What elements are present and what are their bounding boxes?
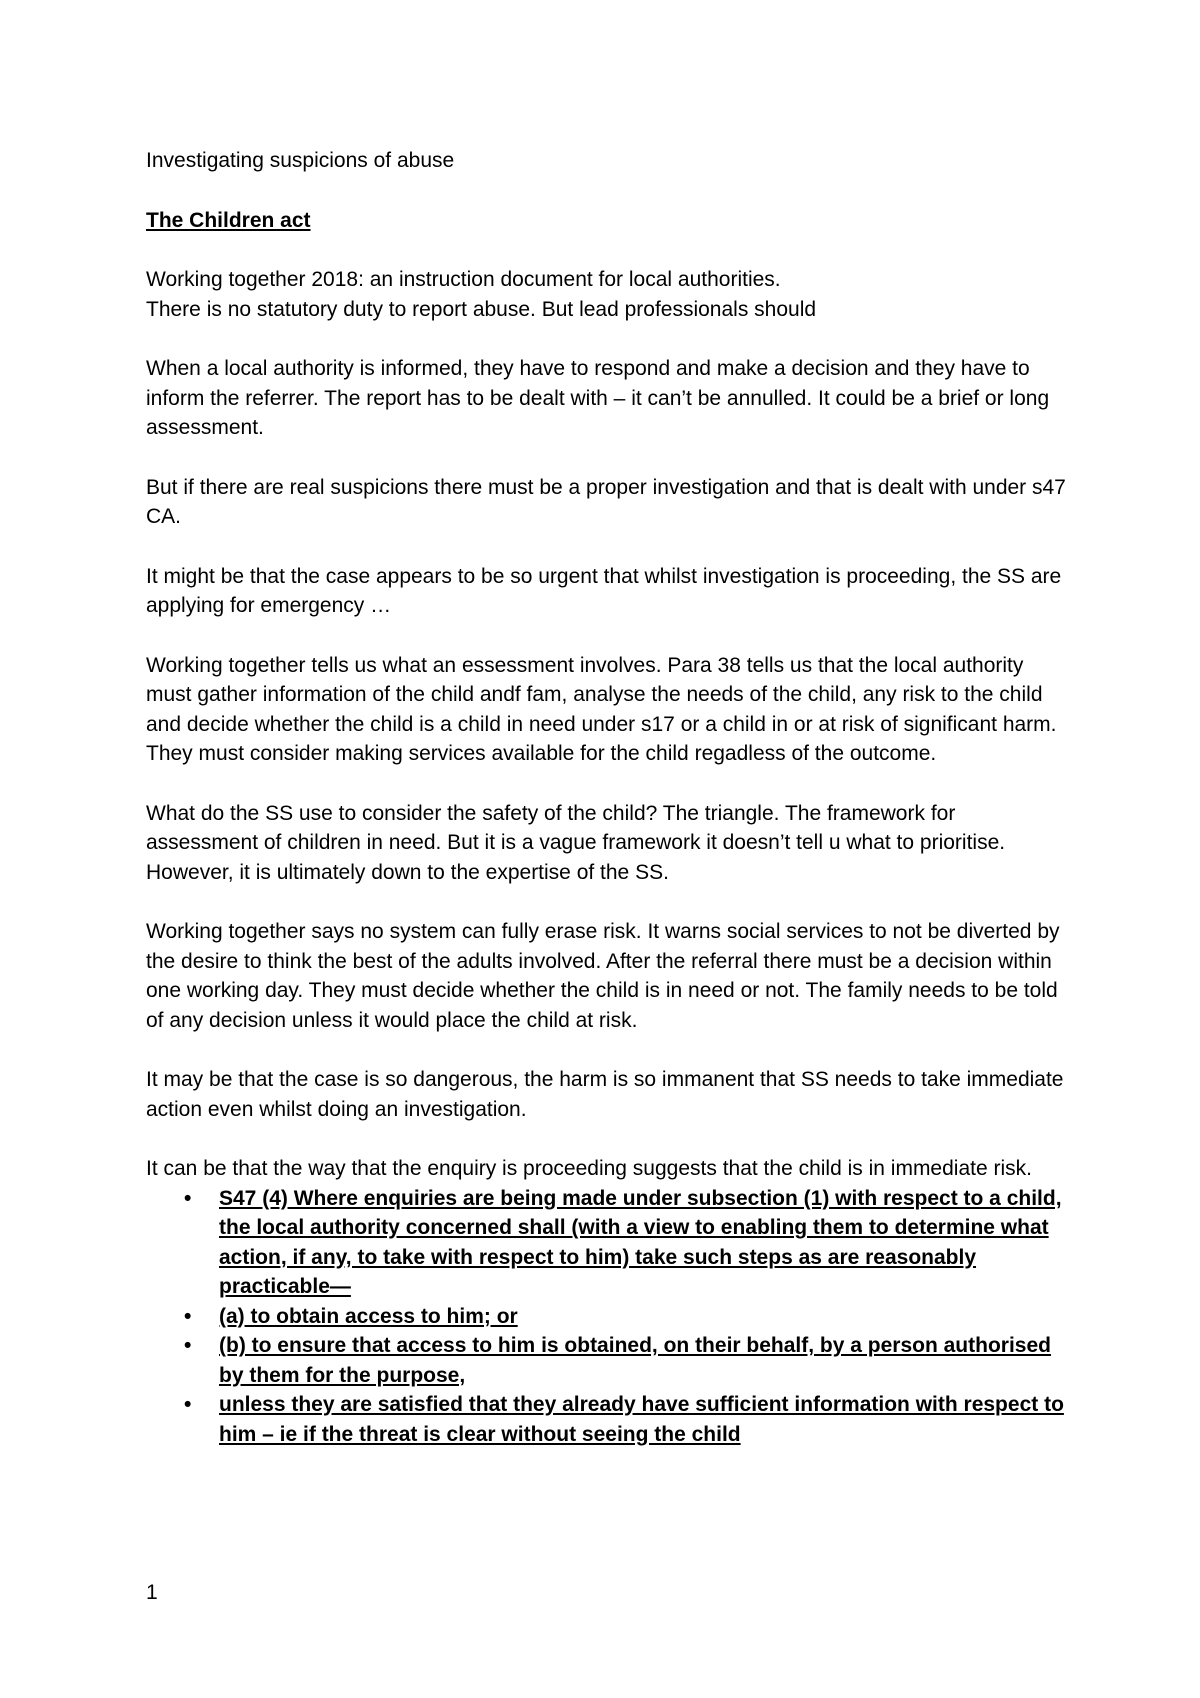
bullet-icon: •: [184, 1186, 192, 1210]
statute-bullet-item: [184, 1302, 1066, 1332]
intro-line: There is no statutory duty to report abuse. But lead professionals should: [146, 297, 817, 321]
page-content: [146, 146, 1066, 1449]
body-paragraph: What do the SS use to consider the safety of the child? The triangle. The framework for assessment of children in need. But it is a vague framework it doesn’t tell u what to prioritise. However, it is ultimately down to the expertise of the SS.: [146, 801, 1006, 884]
statute-bullet-item: [184, 1331, 1066, 1390]
document-title: Investigating suspicions of abuse: [146, 149, 455, 172]
body-paragraph: It can be that the way that the enquiry is proceeding suggests that the child is in immediate risk.: [146, 1157, 1032, 1180]
body-paragraph: It may be that the case is so dangerous, the harm is so immanent that SS needs to take immediate action even whilst doing an investigation.: [146, 1068, 1064, 1121]
statute-bullet-item: [184, 1390, 1066, 1449]
statute-bullet-text: (a) to obtain access to him; or: [219, 1304, 518, 1328]
bullet-icon: •: [184, 1304, 192, 1328]
intro-block: [146, 265, 1066, 324]
bullet-icon: •: [184, 1393, 192, 1416]
body-paragraph: When a local authority is informed, they have to respond and make a decision and they have to inform the referrer. The report has to be dealt with – it can’t be annulled. It could be a brief or long assessment.: [146, 357, 1050, 439]
body-paragraph: It might be that the case appears to be so urgent that whilst investigation is proceeding, the SS are applying for emergency …: [146, 564, 1062, 617]
statute-bullet-item: [184, 1184, 1066, 1302]
statute-bullet-text: (b) to ensure that access to him is obtained, on their behalf, by a person authorised by them for the purpose,: [219, 1334, 1051, 1387]
page-number: 1: [146, 1581, 158, 1604]
bullet-icon: •: [184, 1334, 192, 1357]
body-paragraph: Working together tells us what an essessment involves. Para 38 tells us that the local authority must gather information of the child andf fam, analyse the needs of the child, any risk to the child and decide whether the child is a child in need under s17 or a child in or at risk of significant harm. They must consider making services available for the child regadless of the outcome.: [146, 653, 1057, 765]
statute-bullet-text: unless they are satisfied that they already have sufficient information with respect to him – ie if the threat is clear without seeing the child: [219, 1393, 1064, 1446]
section-heading: The Children act: [146, 208, 311, 232]
body-paragraph: But if there are real suspicions there must be a proper investigation and that is dealt with under s47 CA.: [146, 475, 1066, 528]
intro-line: Working together 2018: an instruction document for local authorities.: [146, 268, 781, 291]
statute-bullet-text: S47 (4) Where enquiries are being made under subsection (1) with respect to a child, the local authority concerned shall (with a view to enabling them to determine what action, if any, to take with respect to him) take such steps as are reasonably practicable—: [219, 1186, 1062, 1298]
body-paragraph: Working together says no system can fully erase risk. It warns social services to not be diverted by the desire to think the best of the adults involved. After the referral there must be a decision within one working day. They must decide whether the child is in need or not. The family needs to be told of any decision unless it would place the child at risk.: [146, 920, 1060, 1032]
statute-bullet-list: [146, 1184, 1066, 1450]
